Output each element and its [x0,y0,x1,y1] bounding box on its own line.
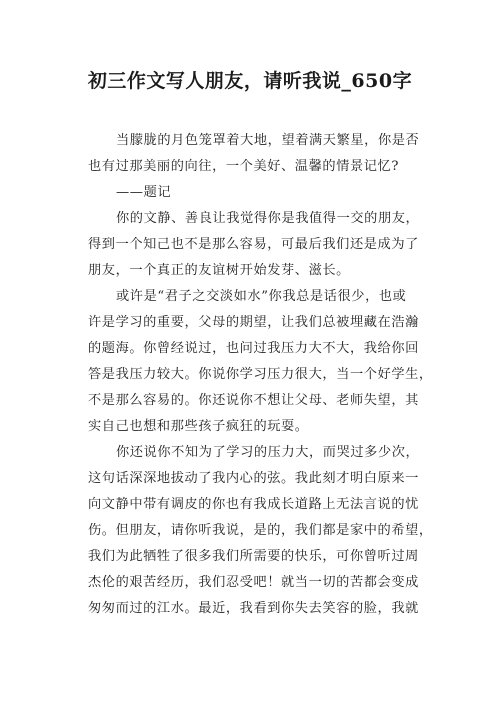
text-line: ——题记 [116,185,172,200]
text-line: 匆匆而过的江水。最近，我看到你失去笑容的脸，我就 [88,601,419,616]
text-line: 朋友，一个真正的友谊树开始发芽、滋长。 [88,263,350,278]
text-line: 你还说你不知为了学习的压力大，而哭过多少次， [116,445,420,460]
text-line: 答是我压力较大。你说你学习压力很大，当一个好学生， [88,367,433,382]
text-line: 实自己也想和那些孩子疯狂的玩耍。 [88,419,309,434]
text-line: 许是学习的重要，父母的期望，让我们总被埋藏在浩瀚 [88,315,419,330]
text-line: 或许是“君子之交淡如水”你我总是话很少，也或 [116,289,407,304]
text-line: 这句话深深地拔动了我内心的弦。我此刻才明白原来一 [88,471,419,486]
text-line: 伤。但朋友，请你听我说，是的，我们都是家中的希望， [88,523,433,538]
text-line: 我们为此牺牲了很多我们所需要的快乐，可你曾听过周 [88,549,419,564]
text-line: 得到一个知己也不是那么容易，可最后我们还是成为了 [88,237,419,252]
text-line: 向文静中带有调皮的你也有我成长道路上无法言说的忧 [88,497,419,512]
text-line: 不是那么容易的。你还说你不想让父母、老师失望，其 [88,393,419,408]
text-line: 杰伦的艰苦经历，我们忍受吧！就当一切的苦都会变成 [88,575,419,590]
text-line: 也有过那美丽的向往，一个美好、温馨的情景记忆? [88,159,399,174]
text-line: 你的文静、善良让我觉得你是我值得一交的朋友， [116,211,420,226]
document-title: 初三作文写人朋友，请听我说_650字 [87,70,413,92]
text-line: 当朦胧的月色笼罩着大地，望着满天繁星，你是否 [116,133,420,148]
text-line: 的题海。你曾经说过，也问过我压力大不大，我给你回 [88,341,419,356]
document-body [88,128,433,622]
